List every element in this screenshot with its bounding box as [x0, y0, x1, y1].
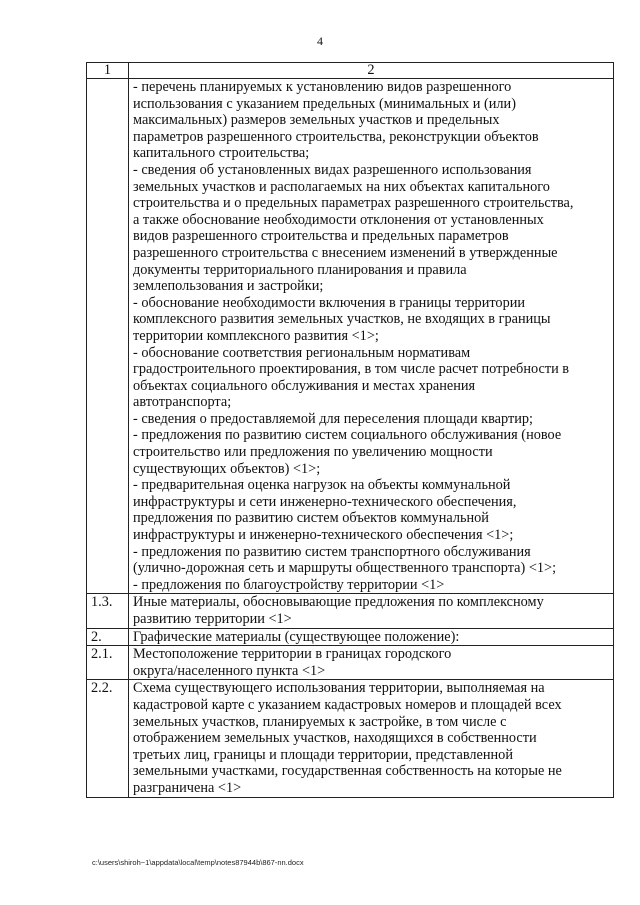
text-line: Иные материалы, обосновывающие предложения по комплексному: [133, 594, 544, 611]
table-row: [87, 594, 614, 628]
text-line: развитию территории <1>: [133, 611, 292, 627]
text-line: - перечень планируемых к установлению видов разрешенного: [133, 79, 512, 95]
text-line: третьих лиц, границы и площади территории, представленной: [133, 746, 513, 763]
text-line: документы территориального планирования и правила: [133, 261, 467, 278]
row-number: 1.3.: [87, 594, 129, 628]
text-line: - сведения о предоставляемой для переселения площади квартир;: [133, 410, 534, 427]
text-line: параметров разрешенного строительства, реконструкции объектов: [133, 128, 539, 145]
table-row: [87, 79, 614, 594]
text-line: максимальных) размеров земельных участков и предельных: [133, 112, 500, 129]
row-text: [129, 680, 614, 797]
text-line: кадастровой карте с указанием кадастровых номеров и площадей всех: [133, 696, 562, 713]
text-line: градостроительного проектирования, в том числе расчет потребности в: [133, 361, 570, 378]
text-line: разграничена <1>: [133, 779, 242, 796]
table-row: [87, 628, 614, 646]
text-line: - предложения по развитию систем социального обслуживания (новое: [133, 427, 562, 444]
document-table: [86, 62, 614, 798]
text-line: землепользования и застройки;: [133, 278, 324, 295]
text-line: - обоснование необходимости включения в границы территории: [133, 294, 526, 311]
row-number: [87, 79, 129, 594]
text-line: Схема существующего использования территории, выполняемая на: [133, 680, 545, 697]
text-line: автотранспорта;: [133, 394, 232, 411]
text-line: Графические материалы (существующее положение):: [133, 628, 460, 645]
text-line: территории комплексного развития <1>;: [133, 327, 379, 344]
table-row: [87, 646, 614, 680]
text-line: комплексного развития земельных участков, не входящих в границы: [133, 311, 551, 328]
text-line: - обоснование соответствия региональным нормативам: [133, 344, 471, 361]
text-line: объектах социального обслуживания и местах хранения: [133, 377, 476, 394]
row-text: [129, 79, 614, 594]
text-line: (улично-дорожная сеть и маршруты общественного транспорта) <1>;: [133, 560, 557, 577]
text-line: отображением земельных участков, находящихся в собственности: [133, 730, 537, 747]
row-text: [129, 628, 614, 646]
text-line: капитального строительства;: [133, 145, 310, 162]
text-line: инфраструктуры и инженерно-технического обеспечения <1>;: [133, 527, 514, 544]
text-line: предложения по развитию систем объектов коммунальной: [133, 510, 489, 527]
table-header-row: [87, 63, 614, 79]
text-line: земельными участками, государственная собственность на которые не: [133, 763, 562, 780]
row-number: 2.2.: [87, 680, 129, 797]
text-line: видов разрешенного строительства и предельных параметров: [133, 228, 509, 245]
header-col-2: 2: [129, 63, 614, 79]
text-line: - предложения по развитию систем транспортного обслуживания: [133, 543, 531, 560]
text-line: - предварительная оценка нагрузок на объекты коммунальной: [133, 477, 511, 494]
text-line: разрешенного строительства с внесением изменений в утвержденные: [133, 244, 558, 261]
text-line: округа/населенного пункта <1>: [133, 662, 326, 679]
text-line: а также обоснование необходимости отклонения от установленных: [133, 211, 544, 228]
header-col-1: 1: [87, 63, 129, 79]
table-row: [87, 680, 614, 797]
text-line: инфраструктуры и сети инженерно-технического обеспечения,: [133, 493, 517, 510]
row-text: [129, 646, 614, 680]
text-line: - сведения об установленных видах разрешенного использования: [133, 161, 532, 178]
text-line: существующих объектов) <1>;: [133, 460, 321, 477]
row-text: [129, 594, 614, 628]
text-line: использования с указанием предельных (минимальных и (или): [133, 95, 516, 112]
text-line: строительства и о предельных параметрах разрешенного строительства,: [133, 195, 574, 212]
text-line: Местоположение территории в границах городского: [133, 646, 452, 663]
text-line: земельных участков, планируемых к застройке, в том числе с: [133, 713, 507, 730]
file-path-footer: c:\users\shiroh~1\appdata\local\temp\notes87944b\867-nn.docx: [92, 858, 304, 867]
text-line: - предложения по благоустройству территории <1>: [133, 576, 445, 593]
row-number: 2.: [87, 628, 129, 646]
text-line: строительство или предложения по увеличению мощности: [133, 444, 493, 461]
page-number: 4: [317, 34, 323, 48]
text-line: земельных участков и располагаемых на них объектах капитального: [133, 178, 550, 195]
row-number: 2.1.: [87, 646, 129, 680]
